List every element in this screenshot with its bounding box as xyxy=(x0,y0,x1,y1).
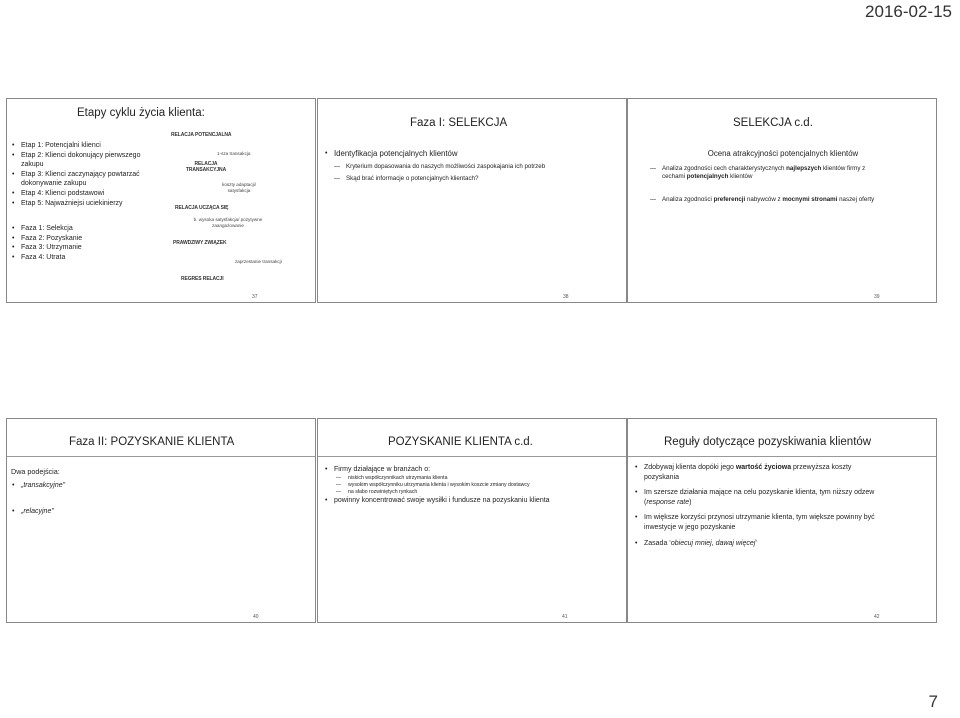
slide-title: Faza I: SELEKCJA xyxy=(410,117,508,129)
diagram-label-wysoka: b. wysoka satysfakcja/ pozytywne zaangażowanie xyxy=(193,217,263,228)
diagram-label-koszty: koszty adaptacji/ satysfakcja xyxy=(222,182,256,193)
title-divider xyxy=(7,456,316,457)
slide-39 xyxy=(627,98,937,303)
list-item: • Faza 1: Selekcja xyxy=(11,224,141,234)
slide-number: 37 xyxy=(252,294,258,300)
title-divider xyxy=(628,456,937,457)
slide-number: 39 xyxy=(874,294,880,300)
list-item: • Faza 4: Utrata xyxy=(11,253,141,263)
list-item: • Firmy działające w branżach o: xyxy=(324,465,576,475)
slide-content xyxy=(324,149,614,184)
list-item: • Faza 3: Utrzymanie xyxy=(11,243,141,253)
intro-text: Dwa podejścia: xyxy=(11,467,60,476)
list-item: — Skąd brać informacje o potencjalnych klientach? xyxy=(334,175,614,183)
diagram-label-pierwsza: 1-sza transakcja xyxy=(217,151,251,156)
list-item: • Faza 2: Pozyskanie xyxy=(11,234,141,244)
diagram-label-potencjalna: RELACJA POTENCJALNA xyxy=(171,132,232,138)
diagram-label-prawdziwy: PRAWDZIWY ZWIĄZEK xyxy=(173,240,227,246)
list-item: • Identyfikacja potencjalnych klientów xyxy=(324,149,614,159)
list-item: • Zdobywaj klienta dopóki jego wartość życiowa przewyższa koszty pozyskania xyxy=(634,463,884,482)
slide-42 xyxy=(627,418,937,623)
slide-title: Reguły dotyczące pozyskiwania klientów xyxy=(664,436,872,448)
phase-list xyxy=(11,224,141,262)
list-item: • Im szersze działania mające na celu pozyskanie klienta, tym niższy odzew (response rate) xyxy=(634,488,884,507)
list-item: — Analiza zgodności preferencji nabywców z mocnymi stronami naszej oferty xyxy=(650,196,878,204)
diagram-label-zaprzestanie: zaprzestanie transakcji xyxy=(235,259,282,264)
slide-40 xyxy=(6,418,316,623)
slide-title: Etapy cyklu życia klienta: xyxy=(77,107,205,119)
list-item: • Etap 4: Klienci podstawowi xyxy=(11,189,141,199)
list-item: — na słabo rozwiniętych rynkach xyxy=(336,489,576,496)
list-item: • powinny koncentrować swoje wysiłki i fundusze na pozyskaniu klienta xyxy=(324,496,576,506)
list-item: • „relacyjne” xyxy=(11,507,211,517)
list-item: — niskich współczynnikach utrzymania klienta xyxy=(336,475,576,482)
slide-title: Faza II: POZYSKANIE KLIENTA xyxy=(69,436,235,448)
slide-content xyxy=(650,165,878,204)
slide-heading: Ocena atrakcyjności potencjalnych klientów xyxy=(707,149,859,158)
list-item: • Im większe korzyści przynosi utrzymanie klienta, tym większe powinny być inwestycje w jego pozyskanie xyxy=(634,513,884,532)
slide-38 xyxy=(317,98,627,303)
diagram-label-uczaca: RELACJA UCZĄCA SIĘ xyxy=(175,205,229,211)
diagram-label-transakcyjna: RELACJA TRANSAKCYJNA xyxy=(185,161,227,173)
list-item: — Kryterium dopasowania do naszych możliwości zaspokajania ich potrzeb xyxy=(334,163,614,171)
slide-number: 38 xyxy=(563,294,569,300)
list-item: • Etap 5: Najważniejsi uciekinierzy xyxy=(11,199,141,209)
list-item: — Analiza zgodności cech charakterystycznych najlepszych klientów firmy z cechami potencjalnych klientów xyxy=(650,165,878,182)
slide-37 xyxy=(6,98,316,303)
list-item: • Etap 3: Klienci zaczynający powtarzać dokonywanie zakupu xyxy=(11,170,141,189)
slide-content xyxy=(11,481,211,516)
page-number: 7 xyxy=(928,692,938,711)
slide-41 xyxy=(317,418,627,623)
title-divider xyxy=(318,456,627,457)
list-item: • Etap 1: Potencjalni klienci xyxy=(11,141,141,151)
slide-title: SELEKCJA c.d. xyxy=(733,117,813,129)
slide-number: 41 xyxy=(562,614,568,620)
stage-list xyxy=(11,141,141,208)
slide-title: POZYSKANIE KLIENTA c.d. xyxy=(388,436,533,448)
slide-number: 40 xyxy=(253,614,259,620)
diagram-label-regres: REGRES RELACJI xyxy=(181,276,224,282)
document-date: 2016-02-15 xyxy=(865,2,952,21)
slide-content xyxy=(634,463,884,548)
list-item: — wysokim współczynniku utrzymania klienta i wysokim koszcie zmiany dostawcy xyxy=(336,482,576,489)
slide-number: 42 xyxy=(874,614,880,620)
list-item: • Zasada ‘obiecuj mniej, dawaj więcej’ xyxy=(634,539,884,549)
list-item: • Etap 2: Klienci dokonujący pierwszego zakupu xyxy=(11,151,141,170)
list-item: • „transakcyjne” xyxy=(11,481,211,491)
slide-content xyxy=(324,465,576,506)
